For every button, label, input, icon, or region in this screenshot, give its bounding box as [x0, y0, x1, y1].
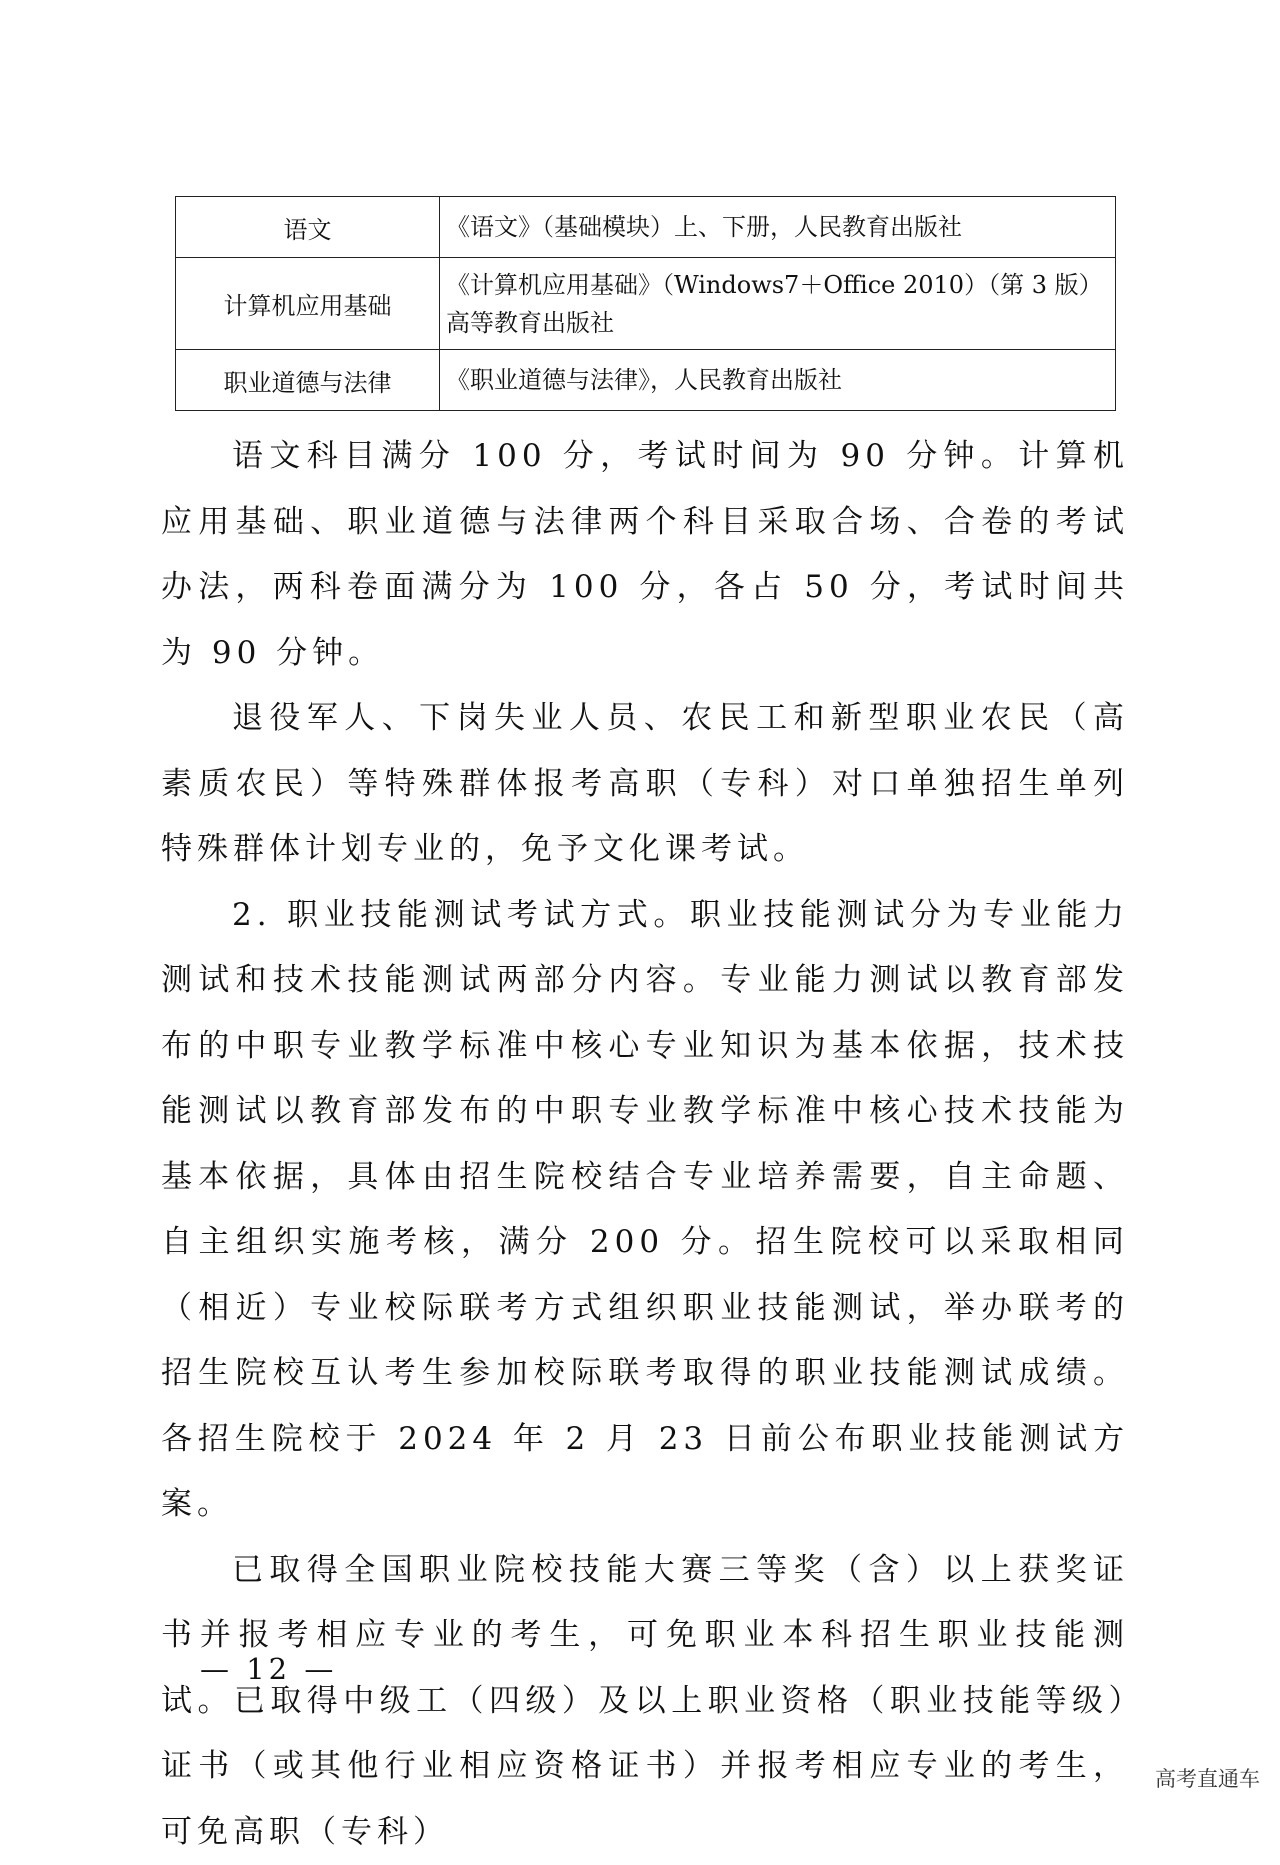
textbook-table	[175, 196, 1116, 411]
textbook-cell: 《职业道德与法律》，人民教育出版社	[440, 350, 1116, 411]
watermark: 高考直通车	[1155, 1763, 1260, 1793]
textbook-cell: 《语文》（基础模块）上、下册，人民教育出版社	[440, 197, 1116, 258]
table-row	[176, 258, 1116, 350]
textbook-cell: 《计算机应用基础》（Windows7＋Office 2010）（第 3 版）高等教育出版社	[440, 258, 1116, 350]
table-row	[176, 197, 1116, 258]
page-number: — 12 —	[200, 1652, 337, 1686]
paragraph: 退役军人、下岗失业人员、农民工和新型职业农民（高素质农民）等特殊群体报考高职（专科）对口单独招生单列特殊群体计划专业的，免予文化课考试。	[161, 686, 1129, 883]
paragraph: 2. 职业技能测试考试方式。职业技能测试分为专业能力测试和技术技能测试两部分内容。专业能力测试以教育部发布的中职专业教学标准中核心专业知识为基本依据，技术技能测试以教育部发布的中职专业教学标准中核心技术技能为基本依据，具体由招生院校结合专业培养需要，自主命题、自主组织实施考核，满分 200 分。招生院校可以采取相同（相近）专业校际联考方式组织职业技能测试，举办联考的招生院校互认考生参加校际联考取得的职业技能测试成绩。各招生院校于 2024 年 2 月 23 日前公布职业技能测试方案。	[161, 883, 1129, 1538]
table-row	[176, 350, 1116, 411]
paragraph: 语文科目满分 100 分，考试时间为 90 分钟。计算机应用基础、职业道德与法律两个科目采取合场、合卷的考试办法，两科卷面满分为 100 分，各占 50 分，考试时间共为 90 分钟。	[161, 424, 1129, 686]
subject-cell: 职业道德与法律	[176, 350, 440, 411]
paragraph: 已取得全国职业院校技能大赛三等奖（含）以上获奖证书并报考相应专业的考生，可免职业本科招生职业技能测试。已取得中级工（四级）及以上职业资格（职业技能等级）证书（或其他行业相应资格证书）并报考相应专业的考生，可免高职（专科）	[161, 1538, 1129, 1865]
subject-cell: 语文	[176, 197, 440, 258]
body-text	[161, 424, 1129, 1865]
subject-cell: 计算机应用基础	[176, 258, 440, 350]
